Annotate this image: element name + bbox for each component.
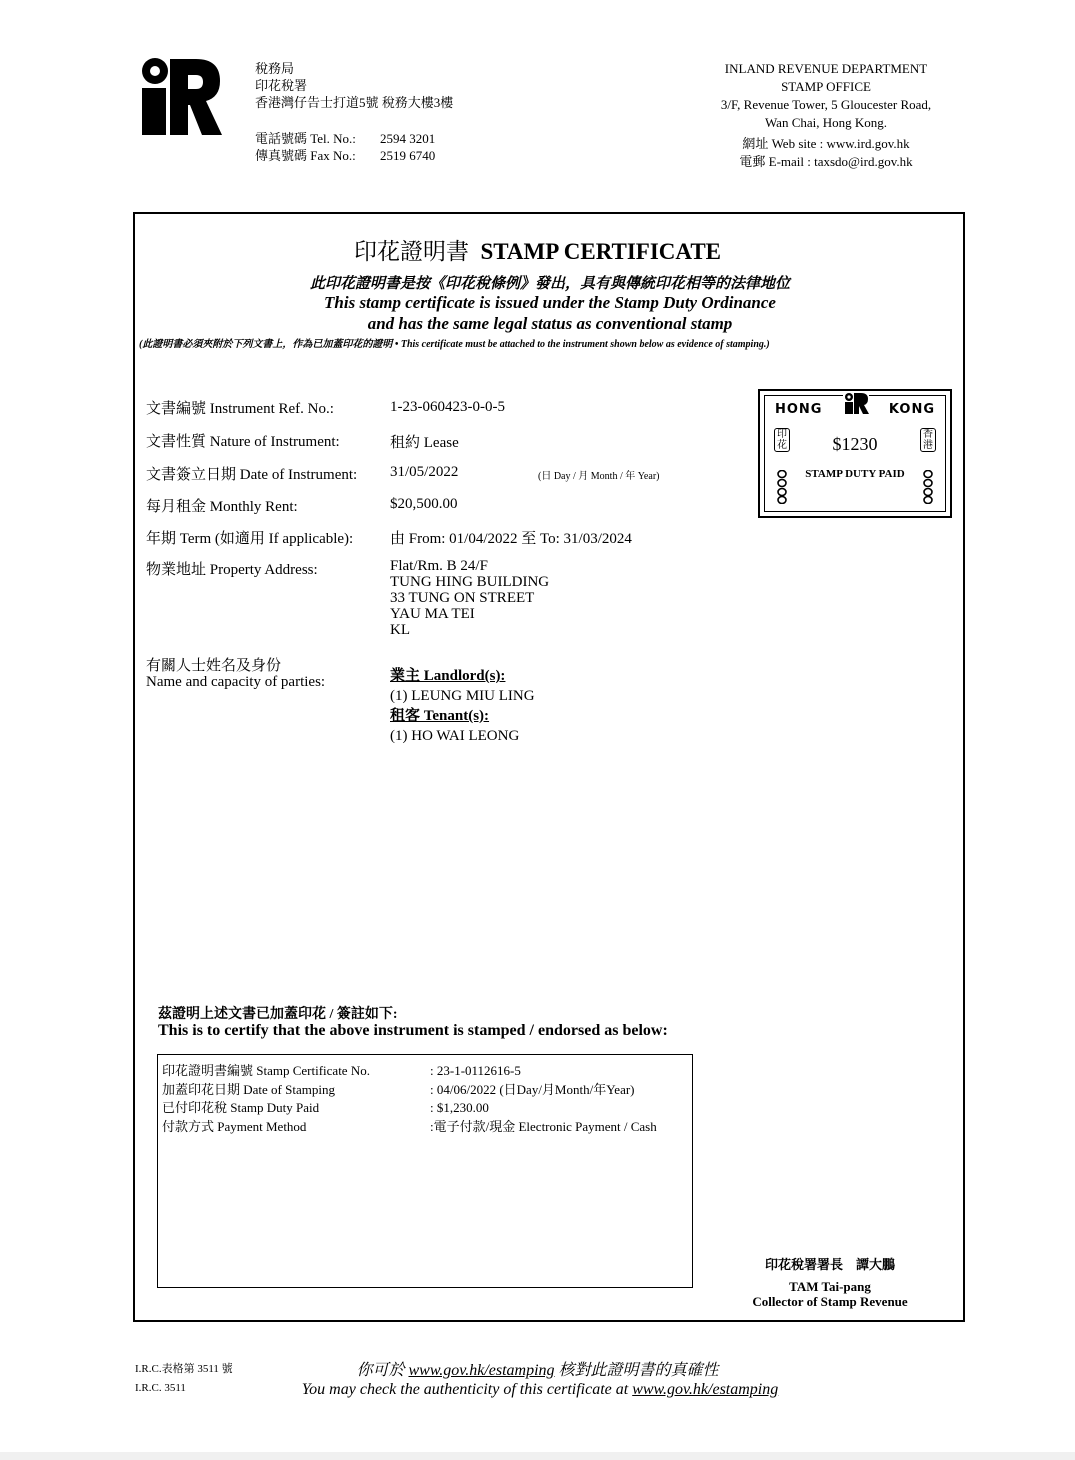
verify-zh-post: 核對此證明書的真確性 [558,1362,719,1379]
cert-no-label: 印花證明書編號 Stamp Certificate No. [162,1063,370,1078]
tel-label: 電話號碼 Tel. No.: [255,131,356,146]
header-email[interactable]: 電郵 E-mail : taxsdo@ird.gov.hk [739,154,913,169]
address-label: 物業地址 Property Address: [146,562,318,578]
header-contact [255,130,453,164]
ref-no-label: 文書編號 Instrument Ref. No.: [146,401,334,417]
date-format-hint: (日 Day / 月 Month / 年 Year) [538,471,660,482]
payment-method-value: :電子付款/現金 Electronic Payment / Cash [430,1118,657,1134]
fax-value: 2519 6740 [380,148,436,163]
payment-method-label: 付款方式 Payment Method [162,1118,307,1134]
stamp-kong: KONG [888,402,935,417]
verify-link-en[interactable]: www.gov.hk/estamping [632,1381,779,1398]
rent-label: 每月租金 Monthly Rent: [146,499,298,515]
stamp-inner-border [764,395,946,512]
fax-label: 傳真號碼 Fax No.: [255,148,356,163]
header-right-block [690,60,962,171]
header-dept-zh: 稅務局 [255,61,295,76]
attachment-note: (此證明書必須夾附於下列文書上，作為已加蓋印花的證明 • This certificate must be attached to the instrument shown below as evidence of stamping.) [139,339,770,350]
header-dept-en: INLAND REVENUE DEPARTMENT [724,61,928,76]
stamp-ornament-right [923,470,933,504]
term-value: 由 From: 01/04/2022 至 To: 31/03/2024 [390,531,632,547]
nature-label: 文書性質 Nature of Instrument: [146,434,340,450]
duty-paid-value: : $1,230.00 [430,1100,489,1115]
ird-logo [140,57,222,135]
title-en: STAMP CERTIFICATE [480,239,721,264]
parties-label-zh: 有關人士姓名及身份 [146,658,282,674]
stamping-date-label: 加蓋印花日期 Date of Stamping [162,1081,335,1097]
tenant-heading: 租客 Tenant(s): [390,708,490,724]
collector-title-zh: 印花稅署署長 譚大鵬 [764,1257,895,1272]
address-line: TUNG HING BUILDING [390,574,550,590]
title-zh: 印花證明書 [353,239,469,264]
address-line: YAU MA TEI [390,606,475,622]
parties-list [390,666,535,746]
stamp-side-right: 香港 [920,428,936,452]
ref-no-value: 1-23-060423-0-0-5 [390,399,505,415]
nature-value: 租約 Lease [390,435,459,451]
certification-labels [162,1062,370,1136]
verify-note-en [0,1381,1075,1399]
stamp-side-left: 印花 [774,428,790,452]
rent-value: $20,500.00 [390,496,458,512]
fax-row [255,147,453,164]
parties-label-en: Name and capacity of parties: [146,674,326,690]
collector-name: TAM Tai-pang [789,1279,871,1294]
verify-link-zh[interactable]: www.gov.hk/estamping [408,1362,555,1379]
stamp-duty-seal [758,389,952,518]
subtitle-en-2: and has the same legal status as conventional stamp [367,314,733,333]
form-number-en: I.R.C. 3511 [135,1382,186,1394]
landlord-name: (1) LEUNG MIU LING [390,688,535,704]
landlord-heading: 業主 Landlord(s): [390,668,506,684]
header-address-en-1: 3/F, Revenue Tower, 5 Gloucester Road, [720,97,932,112]
stamp-ornament-left [777,470,787,504]
tel-row [255,130,453,147]
collector-title-en: Collector of Stamp Revenue [752,1294,908,1309]
header-office-zh: 印花稅署 [255,78,308,93]
stamp-ird-logo [843,392,869,414]
tel-value: 2594 3201 [380,131,436,146]
header-address-en-2: Wan Chai, Hong Kong. [764,115,888,130]
address-line: KL [390,622,410,638]
term-label: 年期 Term (如適用 If applicable): [146,531,354,547]
header-left-block [255,60,453,164]
address-line: 33 TUNG ON STREET [390,590,535,606]
parties-label [146,658,325,690]
form-number-zh: I.R.C.表格第 3511 號 [135,1363,233,1375]
stamping-date-value: : 04/06/2022 (日Day/月Month/年Year) [430,1081,635,1097]
date-label: 文書簽立日期 Date of Instrument: [146,467,358,483]
duty-paid-label: 已付印花稅 Stamp Duty Paid [162,1100,320,1115]
verify-zh-pre: 你可於 [356,1362,405,1379]
certification-values [430,1062,657,1136]
header-website[interactable]: 網址 Web site : www.ird.gov.hk [742,136,910,151]
header-address-zh: 香港灣仔告士打道5號 稅務大樓3樓 [255,95,454,110]
stamp-paid-label: STAMP DUTY PAID [805,468,905,480]
page-title [0,233,1075,266]
cert-no-value: : 23-1-0112616-5 [430,1063,521,1078]
certification-heading-zh: 茲證明上述文書已加蓋印花 / 簽註如下: [158,1007,398,1022]
subtitle-zh: 此印花證明書是按《印花稅條例》發出，具有與傳統印花相等的法律地位 [309,276,790,292]
subtitle-en-1: This stamp certificate is issued under the Stamp Duty Ordinance [324,293,776,312]
stamp-amount: $1230 [832,434,878,454]
verify-en-pre: You may check the authenticity of this certificate at [301,1381,629,1398]
property-address [390,558,549,638]
verify-note-zh [0,1357,1075,1380]
tenant-name: (1) HO WAI LEONG [390,728,520,744]
page-bottom-edge [0,1452,1075,1460]
certification-heading-en: This is to certify that the above instrument is stamped / endorsed as below: [158,1022,668,1039]
stamp-hong: HONG [775,402,823,417]
address-line: Flat/Rm. B 24/F [390,558,488,574]
header-office-en: STAMP OFFICE [781,79,871,94]
date-value: 31/05/2022 [390,464,459,480]
